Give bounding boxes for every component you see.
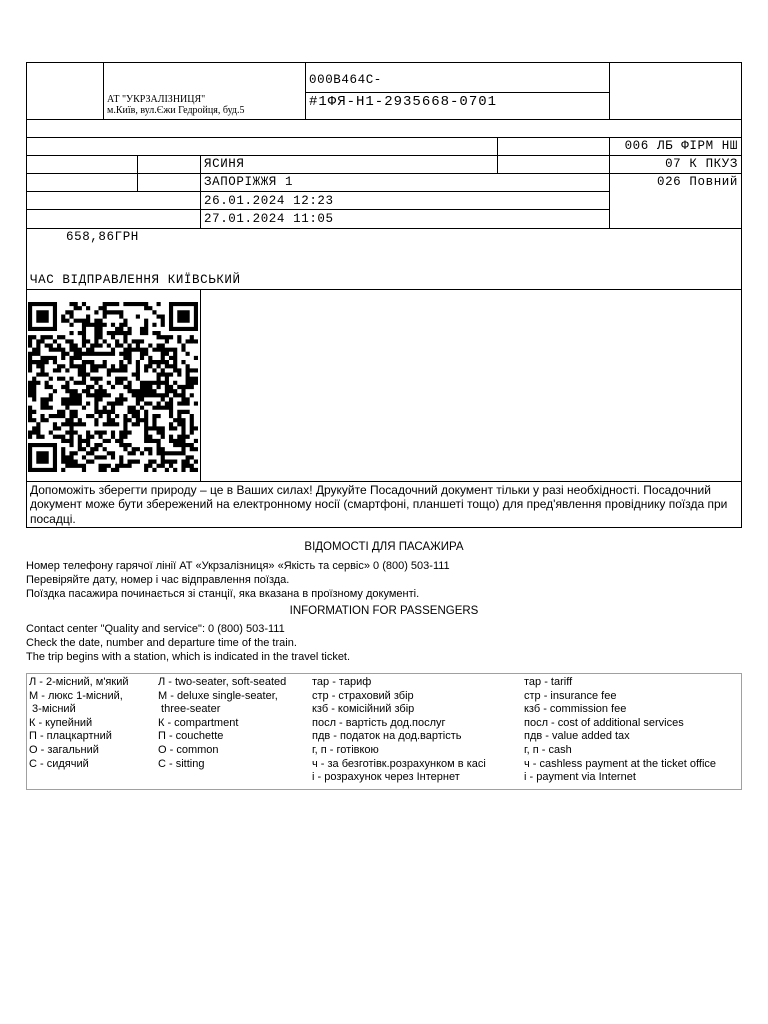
document-number: #1ФЯ-Н1-2935668-0701: [309, 94, 498, 110]
info-line-en: Check the date, number and departure time of the train.: [26, 637, 297, 649]
eco-notice: Допоможіть зберегти природу – це в Ваших силах! Друкуйте Посадочний документ тільки у разі необхідності. Посадочний документ може бути збережений на електронному носії (смартфоні, планшеті тощо) для пред'явлення провіднику поїзда при посадці.: [30, 483, 728, 526]
price: 658,86ГРН: [66, 230, 139, 244]
company-name: АТ "УКРЗАЛІЗНИЦЯ": [107, 94, 206, 105]
arrival-datetime: 27.01.2024 11:05: [204, 212, 334, 226]
info-heading-en: INFORMATION FOR PASSENGERS: [289, 605, 479, 617]
departure-datetime: 26.01.2024 12:23: [204, 194, 334, 208]
info-line-en: Contact center "Quality and service": 0 (800) 503-111: [26, 623, 285, 635]
legend-column-en-car: Л - two-seater, soft-seated М - deluxe single-seater, three-seater К - compartment П - couchette О - common С - sitting: [158, 676, 287, 770]
divider: [609, 62, 610, 119]
legend-column-ua-fees: тар - тариф стр - страховий збір кзб - комісійний збір посл - вартість дод.послуг пдв - податок на дод.вартість г, п - готівкою ч - за безготівк.розрахунком в касі і - розрахунок через Інтернет: [312, 676, 486, 784]
seat-info: 026 Повний: [656, 175, 738, 189]
legend-column-ua-car: Л - 2-місний, м'який М - люкс 1-місний, 3-місний К - купейний П - плацкартний О - загальний С - сидячий: [29, 676, 129, 770]
divider: [200, 155, 201, 228]
divider: [26, 191, 609, 192]
qr-finder: [169, 302, 198, 331]
divider: [137, 155, 138, 191]
qr-finder: [28, 302, 57, 331]
border-bottom: [26, 527, 741, 528]
divider: [26, 137, 741, 138]
from-station: ЯСИНЯ: [204, 157, 245, 171]
divider: [305, 92, 609, 93]
time-note: ЧАС ВІДПРАВЛЕННЯ КИЇВСЬКИЙ: [30, 273, 241, 287]
qr-finder: [28, 443, 57, 472]
ticket-code: 000В464С-: [309, 73, 382, 87]
divider: [609, 137, 610, 228]
divider: [26, 155, 741, 156]
divider: [26, 119, 741, 120]
train-info: 006 ЛБ ФІРМ НШ: [624, 139, 738, 153]
divider: [200, 289, 201, 481]
divider: [305, 62, 306, 119]
legend-column-en-fees: тар - tariff стр - insurance fee кзб - commission fee посл - cost of additional services пдв - value added tax г, п - cash ч - cashless payment at the ticket office і - payment via Internet: [524, 676, 717, 784]
info-line-ua: Номер телефону гарячої лінії АТ «Укрзалізниця» «Якість та сервіс» 0 (800) 503-111: [26, 560, 450, 572]
divider: [26, 209, 609, 210]
border-left: [26, 62, 27, 528]
info-heading-ua: ВІДОМОСТІ ДЛЯ ПАСАЖИРА: [304, 541, 464, 553]
divider: [26, 228, 741, 229]
divider: [26, 481, 741, 482]
info-line-ua: Поїздка пасажира починається зі станції, яка вказана в проїзному документі.: [26, 588, 420, 600]
car-info: 07 К ПКУЗ: [665, 157, 738, 171]
company-address: м.Київ, вул.Єжи Гедройця, буд.5: [107, 105, 245, 116]
info-line-ua: Перевіряйте дату, номер і час відправлення поїзда.: [26, 574, 290, 586]
info-line-en: The trip begins with a station, which is indicated in the travel ticket.: [26, 651, 351, 663]
divider: [26, 289, 741, 290]
divider: [497, 137, 498, 173]
to-station: ЗАПОРІЖЖЯ 1: [204, 175, 294, 189]
divider: [26, 173, 741, 174]
divider: [103, 62, 104, 119]
border-right: [741, 62, 742, 528]
border-top: [26, 62, 741, 63]
qr-code: [28, 302, 198, 472]
